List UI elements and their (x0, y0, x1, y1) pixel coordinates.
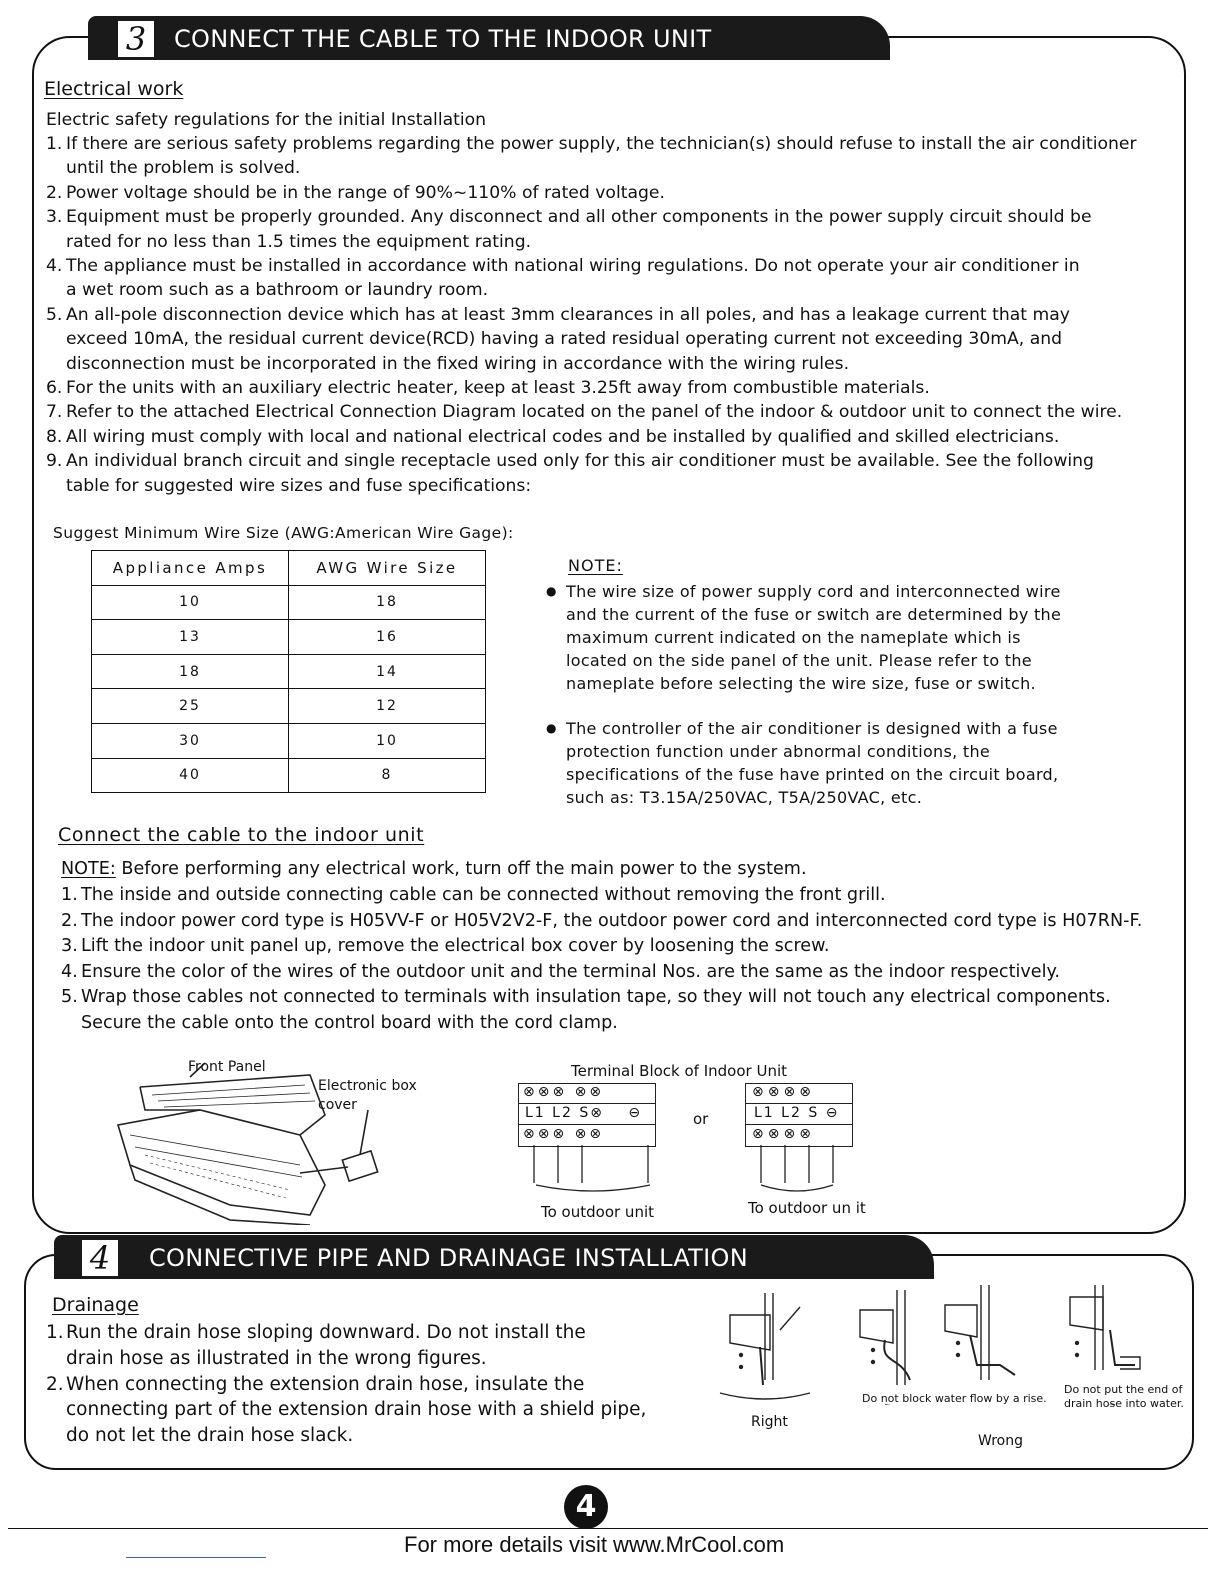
electrical-work-item (46, 205, 1196, 254)
electrical-work-item-number: 2. (46, 182, 63, 203)
connect-cable-item (61, 883, 1181, 909)
drainage-item-number: 2. (46, 1373, 64, 1395)
electrical-work-item-line: table for suggested wire sizes and fuse specifications: (66, 475, 532, 496)
terminal-l1-label: L1 (525, 1105, 546, 1121)
end-water-label-1: Do not put the end of (1064, 1383, 1183, 1396)
note-bullet-line: ● The wire size of power supply cord and interconnected wire (566, 582, 1061, 601)
footer-blue-rule (126, 1557, 266, 1558)
wrong-label: Wrong (978, 1433, 1023, 1449)
drainage-heading: Drainage (52, 1294, 139, 1316)
drainage-item-line: connecting part of the extension drain hose with a shield pipe, (66, 1399, 647, 1421)
electrical-work-item-line: For the units with an auxiliary electric heater, keep at least 3.25ft away from combustible materials. (66, 378, 930, 399)
connect-cable-item-number: 4. (61, 961, 78, 982)
awg-cell: 18 (289, 585, 486, 620)
awg-cell: 12 (289, 689, 486, 724)
footer-rule (8, 1528, 1208, 1529)
amps-cell: 40 (92, 758, 289, 793)
note-bullet-line: protection function under abnormal conditions, the (566, 742, 991, 761)
section-3-number: 3 (118, 21, 154, 57)
electronic-box-label-2: cover (318, 1097, 357, 1113)
connect-cable-item (61, 934, 1181, 960)
terminal-l1-label: L1 (754, 1105, 775, 1121)
to-outdoor-unit-label-1: To outdoor unit (541, 1203, 654, 1221)
to-outdoor-unit-label-2: To outdoor un it (748, 1199, 866, 1217)
electrical-work-item-line: Power voltage should be in the range of 90%~110% of rated voltage. (66, 182, 665, 203)
section-4-number: 4 (82, 1240, 118, 1276)
note-heading: NOTE: (568, 556, 623, 575)
drainage-item-line: When connecting the extension drain hose, insulate the (66, 1373, 585, 1395)
connect-note-text: Before performing any electrical work, turn off the main power to the system. (121, 859, 807, 879)
note-bullet-line: specifications of the fuse have printed on the circuit board, (566, 765, 1059, 784)
connect-cable-item-number: 3. (61, 936, 78, 957)
connect-note (61, 857, 807, 883)
drainage-item (46, 1320, 706, 1372)
ground-icon: ⊖ (628, 1105, 643, 1121)
end-water-label-2: drain hose into water. (1064, 1397, 1184, 1410)
electrical-work-item-line: disconnection must be incorporated in the fixed wiring in accordance with the wiring rules. (66, 353, 850, 374)
note-bullet-line: ● The controller of the air conditioner is designed with a fuse (566, 719, 1058, 738)
electrical-work-item (46, 303, 1196, 376)
note-bullet (546, 717, 1106, 809)
amps-cell: 13 (92, 620, 289, 655)
note-bullet (546, 580, 1106, 695)
note-bullet-line: nameplate before selecting the wire size, fuse or switch. (566, 674, 1036, 693)
drainage-list (46, 1320, 706, 1449)
awg-cell: 16 (289, 620, 486, 655)
electrical-work-item-line: rated for no less than 1.5 times the equipment rating. (66, 231, 532, 252)
or-label: or (693, 1110, 709, 1128)
electrical-work-item-line: An individual branch circuit and single receptacle used only for this air conditioner must be available. See the following (66, 451, 1094, 472)
ground-icon: ⊖ (825, 1105, 840, 1121)
table-row (92, 620, 486, 655)
terminal-b-labels (754, 1105, 839, 1121)
drainage-item-line: do not let the drain hose slack. (66, 1425, 354, 1447)
electrical-work-item-number: 5. (46, 304, 63, 325)
electrical-work-item-line: The appliance must be installed in accordance with national wiring regulations. Do not operate your air conditioner in (66, 256, 1080, 277)
electrical-work-item-line: until the problem is solved. (66, 158, 301, 179)
electrical-work-item (46, 425, 1196, 449)
connect-cable-item-line: Ensure the color of the wires of the outdoor unit and the terminal Nos. are the same as the indoor respectively. (81, 961, 1060, 982)
terminal-a-wires (518, 1145, 658, 1195)
connect-cable-list (61, 883, 1181, 1037)
note-list (546, 580, 1106, 809)
section-4-title: CONNECTIVE PIPE AND DRAINAGE INSTALLATION (149, 1244, 748, 1272)
electrical-work-item (46, 449, 1196, 498)
terminal-l2-label: L2 (552, 1105, 573, 1121)
table-row (92, 689, 486, 724)
terminal-l2-label: L2 (781, 1105, 802, 1121)
terminal-s-label: S (808, 1105, 820, 1121)
electrical-work-item (46, 181, 1196, 205)
connect-cable-item-number: 5. (61, 987, 78, 1008)
drainage-item-line: Run the drain hose sloping downward. Do not install the (66, 1322, 586, 1343)
electrical-work-item (46, 254, 1196, 303)
electrical-work-subheading: Electric safety regulations for the initial Installation (46, 110, 487, 130)
terminal-block-title: Terminal Block of Indoor Unit (571, 1062, 787, 1080)
terminal-s-label: S (579, 1105, 591, 1121)
note-bullet-line: and the current of the fuse or switch are determined by the (566, 605, 1062, 624)
electrical-work-item-number: 8. (46, 426, 63, 447)
note-bullet-line: such as: T3.15A/250VAC, T5A/250VAC, etc. (566, 788, 923, 807)
electrical-work-item (46, 400, 1196, 424)
section-3-banner (88, 16, 890, 60)
electrical-work-item-line: If there are serious safety problems regarding the power supply, the technician(s) should refuse to install the air conditioner (66, 134, 1137, 154)
front-panel-label: Front Panel (188, 1059, 266, 1075)
terminal-block-b: ⊗⊗⊗⊗ L1 L2 S ⊖ ⊗⊗⊗⊗ (745, 1083, 853, 1147)
header-appliance-amps: Appliance Amps (92, 551, 289, 586)
section-4-banner (54, 1235, 934, 1279)
connect-cable-item-line: Secure the cable onto the control board with the cord clamp. (81, 1012, 618, 1033)
table-row (92, 585, 486, 620)
page-number: 4 (575, 1489, 597, 1524)
electrical-work-item-line: Equipment must be properly grounded. Any disconnect and all other components in the power supply circuit should be (66, 207, 1092, 228)
connect-cable-item-number: 2. (61, 910, 78, 931)
drainage-item-line: drain hose as illustrated in the wrong figures. (66, 1347, 487, 1369)
terminal-screws-bottom: ⊗⊗⊗ ⊗⊗ (523, 1126, 605, 1142)
terminal-block-a (518, 1083, 656, 1147)
electrical-work-item-number: 6. (46, 378, 63, 399)
table-header-row (92, 551, 486, 586)
connect-cable-item-line: The inside and outside connecting cable can be connected without removing the front grill. (81, 885, 886, 905)
connect-cable-heading: Connect the cable to the indoor unit (58, 824, 425, 846)
amps-cell: 18 (92, 654, 289, 689)
connect-cable-item-line: Lift the indoor unit panel up, remove the electrical box cover by loosening the screw. (81, 936, 830, 957)
electrical-work-item-line: a wet room such as a bathroom or laundry room. (66, 280, 489, 301)
electrical-work-item-number: 9. (46, 451, 63, 472)
connect-cable-item-line: Wrap those cables not connected to terminals with insulation tape, so they will not touch any electrical components. (81, 987, 1111, 1008)
electrical-work-item (46, 132, 1196, 181)
connect-cable-item (61, 909, 1181, 935)
table-row (92, 758, 486, 793)
block-rise-label: Do not block water flow by a rise. (862, 1392, 1047, 1405)
terminal-screws-top: ⊗⊗⊗ ⊗⊗ (523, 1084, 605, 1100)
electrical-work-item-line: All wiring must comply with local and national electrical codes and be installed by qualified and skilled electricians. (66, 426, 1060, 447)
terminal-b-wires (745, 1145, 855, 1195)
connect-note-label: NOTE: (61, 859, 116, 879)
page-number-badge (564, 1485, 608, 1529)
footer-text: For more details visit www.MrCool.com (404, 1532, 785, 1557)
table-row (92, 723, 486, 758)
drainage-item (46, 1372, 706, 1449)
wire-table-caption: Suggest Minimum Wire Size (AWG:American Wire Gage): (53, 524, 514, 542)
right-label: Right (751, 1414, 788, 1430)
electrical-work-list (46, 132, 1196, 498)
electrical-work-item-line: An all-pole disconnection device which has at least 3mm clearances in all poles, and has a leakage current that may (66, 304, 1070, 325)
awg-cell: 8 (289, 758, 486, 793)
connect-cable-item (61, 985, 1181, 1036)
electronic-box-label-1: Electronic box (318, 1078, 417, 1094)
connect-cable-item-line: The indoor power cord type is H05VV-F or H05V2V2-F, the outdoor power cord and interconnected cord type is H07RN-F. (81, 910, 1143, 931)
amps-cell: 30 (92, 723, 289, 758)
note-bullet-line: located on the side panel of the unit. Please refer to the (566, 651, 1032, 670)
connect-cable-item (61, 960, 1181, 986)
header-awg-wire-size: AWG Wire Size (289, 551, 486, 586)
drainage-item-number: 1. (46, 1322, 64, 1343)
amps-cell: 10 (92, 585, 289, 620)
electrical-work-item-number: 7. (46, 402, 63, 423)
amps-cell: 25 (92, 689, 289, 724)
electrical-work-item-line: Refer to the attached Electrical Connection Diagram located on the panel of the indoor & outdoor unit to connect the wire. (66, 402, 1123, 423)
electrical-work-item-number: 3. (46, 207, 63, 228)
connect-cable-item-number: 1. (61, 885, 78, 905)
section-3-title: CONNECT THE CABLE TO THE INDOOR UNIT (174, 25, 712, 53)
table-row (92, 654, 486, 689)
terminal-a-labels: L1 L2 S⊗ ⊖ (525, 1105, 643, 1121)
electrical-work-item (46, 376, 1196, 400)
electrical-work-item-number: 1. (46, 134, 63, 154)
awg-cell: 14 (289, 654, 486, 689)
electrical-work-item-line: exceed 10mA, the residual current device(RCD) having a rated residual operating current not exceeding 30mA, and (66, 329, 1063, 350)
electrical-work-item-number: 4. (46, 256, 63, 277)
note-bullet-line: maximum current indicated on the nameplate which is (566, 628, 1021, 647)
electrical-work-heading: Electrical work (44, 78, 184, 100)
awg-cell: 10 (289, 723, 486, 758)
wire-size-table (91, 550, 486, 793)
